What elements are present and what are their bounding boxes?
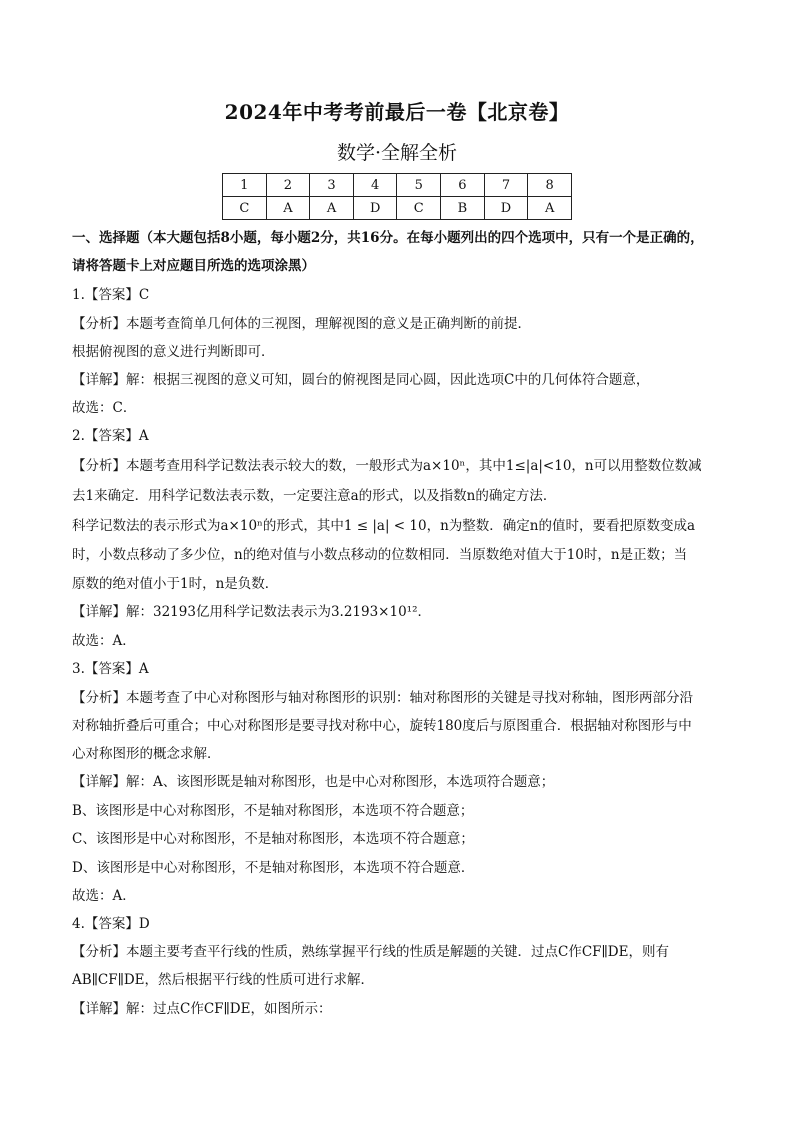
page-title: 2024年中考考前最后一卷【北京卷】 xyxy=(224,100,570,124)
answer-cell: A xyxy=(266,197,310,220)
analysis-line: 原数的绝对值小于1时，n是负数． xyxy=(72,576,279,592)
answer-cell: A xyxy=(310,197,354,220)
conclusion-line: 故选：C． xyxy=(72,400,137,416)
conclusion-line: 故选：A． xyxy=(72,633,136,649)
analysis-line: 【分析】本题考查简单几何体的三视图，理解视图的意义是正确判断的前提． xyxy=(72,316,531,332)
analysis-line: 【分析】本题主要考查平行线的性质，熟练掌握平行线的性质是解题的关键．过点C作CF∥DE，则有 xyxy=(72,944,669,960)
analysis-line: 去1来确定．用科学记数法表示数，一定要注意a的形式，以及指数n的确定方法． xyxy=(72,488,557,504)
answer-cell: C xyxy=(397,197,441,220)
detail-line: C、该图形是中心对称图形，不是轴对称图形，本选项不符合题意； xyxy=(72,831,474,847)
answer-line: 4.【答案】D xyxy=(72,916,150,932)
answer-line: 1.【答案】C xyxy=(72,287,150,303)
question-number-cell: 5 xyxy=(397,174,441,197)
detail-line: 【详解】解：根据三视图的意义可知，圆台的俯视图是同心圆，因此选项C中的几何体符合题意， xyxy=(72,372,650,388)
answer-cell: B xyxy=(441,197,485,220)
analysis-line: 根据俯视图的意义进行判断即可． xyxy=(72,344,275,360)
answer-table-header-row xyxy=(223,174,572,197)
question-number-cell: 1 xyxy=(223,174,267,197)
question-number-cell: 3 xyxy=(310,174,354,197)
question-number-cell: 4 xyxy=(353,174,397,197)
question-number-cell: 2 xyxy=(266,174,310,197)
detail-line: B、该图形是中心对称图形，不是轴对称图形，本选项不符合题意； xyxy=(72,803,474,819)
question-number-cell: 8 xyxy=(528,174,572,197)
section-heading-continued: 请将答题卡上对应题目所选的选项涂黑） xyxy=(72,258,315,274)
answer-cell: D xyxy=(353,197,397,220)
answer-table-answer-row xyxy=(223,197,572,220)
detail-line: 【详解】解：A、该图形既是轴对称图形，也是中心对称图形，本选项符合题意； xyxy=(72,774,555,790)
analysis-line: 心对称图形的概念求解． xyxy=(72,746,221,762)
answer-cell: A xyxy=(528,197,572,220)
analysis-line: 时，小数点移动了多少位，n的绝对值与小数点移动的位数相同．当原数绝对值大于10时，n是正数；当 xyxy=(72,547,688,563)
detail-line: D、该图形是中心对称图形，不是轴对称图形，本选项不符合题意． xyxy=(72,860,475,876)
answer-line: 3.【答案】A xyxy=(72,661,149,677)
question-number-cell: 7 xyxy=(484,174,528,197)
question-number-cell: 6 xyxy=(441,174,485,197)
conclusion-line: 故选：A． xyxy=(72,888,136,904)
analysis-line: 【分析】本题考查了中心对称图形与轴对称图形的识别：轴对称图形的关键是寻找对称轴，图形两部分沿 xyxy=(72,690,693,706)
answer-cell: D xyxy=(484,197,528,220)
analysis-line: 科学记数法的表示形式为a×10ⁿ的形式，其中1 ≤ |a| < 10，n为整数．确定n的值时，要看把原数变成a xyxy=(72,518,696,534)
detail-line: 【详解】解：32193亿用科学记数法表示为3.2193×10¹²． xyxy=(72,604,431,620)
section-heading: 一、选择题（本大题包括8小题，每小题2分，共16分。在每小题列出的四个选项中，只有一个是正确的， xyxy=(72,230,704,246)
analysis-line: AB∥CF∥DE，然后根据平行线的性质可进行求解． xyxy=(72,972,375,988)
analysis-line: 【分析】本题考查用科学记数法表示较大的数，一般形式为a×10ⁿ，其中1≤|a|<10，n可以用整数位数减 xyxy=(72,458,702,474)
answer-key-table xyxy=(222,173,572,220)
answer-line: 2.【答案】A xyxy=(72,428,149,444)
answer-cell: C xyxy=(223,197,267,220)
page-subtitle: 数学·全解全析 xyxy=(336,142,458,164)
analysis-line: 对称轴折叠后可重合；中心对称图形是要寻找对称中心，旋转180度后与原图重合．根据轴对称图形与中 xyxy=(72,718,692,734)
detail-line: 【详解】解：过点C作CF∥DE，如图所示： xyxy=(72,1001,332,1017)
